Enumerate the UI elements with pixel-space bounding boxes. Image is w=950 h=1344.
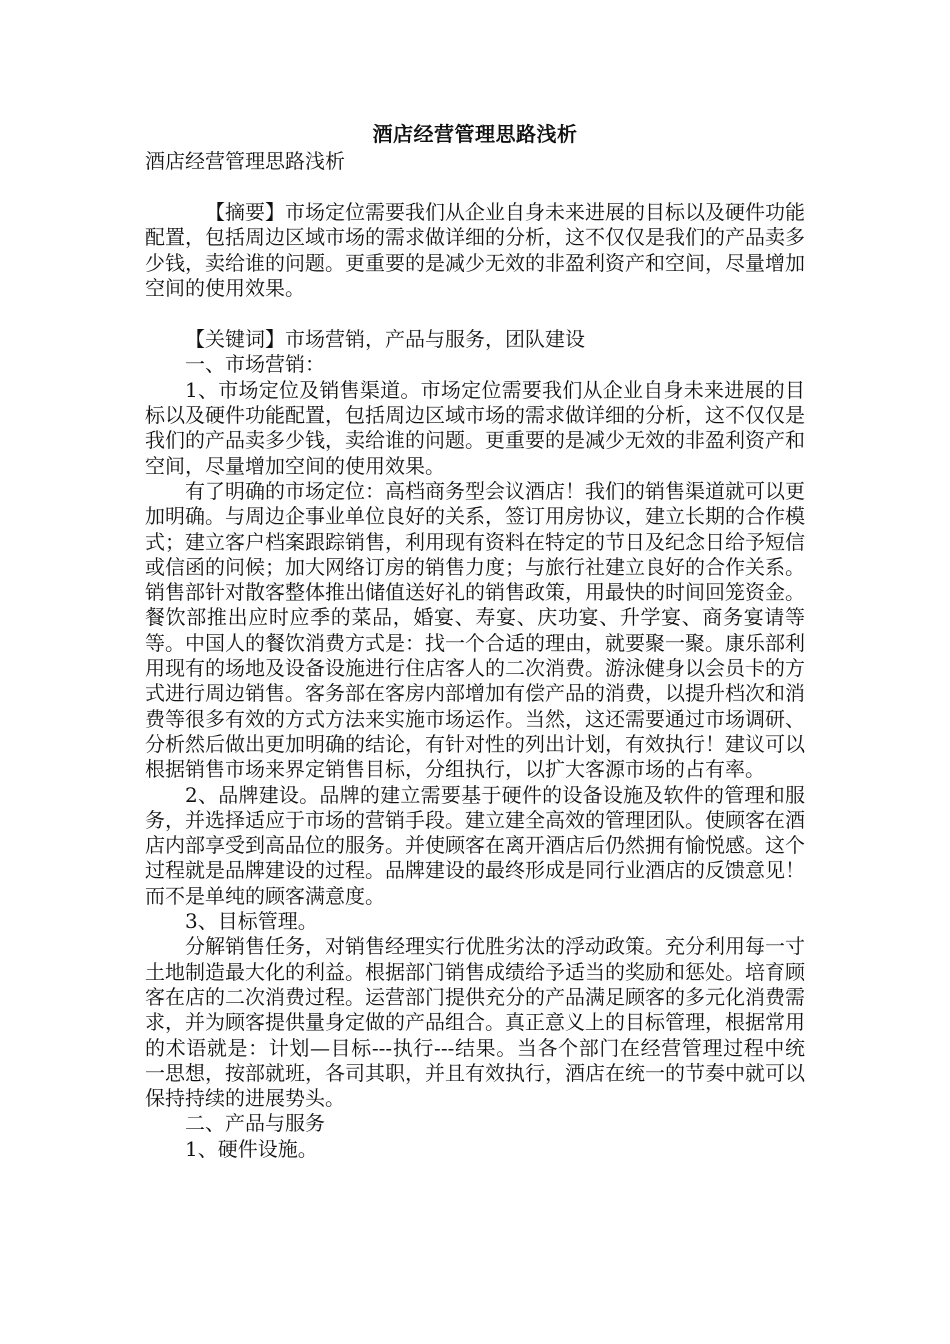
paragraph-target-management: 分解销售任务，对销售经理实行优胜劣汰的浮动政策。充分利用每一寸土地制造最大化的利益。根据部门销售成绩给予适当的奖励和惩处。培育顾客在店的二次消费过程。运营部门提供充分的产品满足顾客的多元化消费需求，并为顾客提供量身定做的产品组合。真正意义上的目标管理，根据常用的术语就是：计划—目标---执行---结果。当各个部门在经营管理过程中统一思想，按部就班，各司其职，并且有效执行，酒店在统一的节奏中就可以保持持续的进展势头。	[145, 934, 805, 1111]
abstract-paragraph: 【摘要】市场定位需要我们从企业自身未来进展的目标以及硬件功能配置，包括周边区域市场的需求做详细的分析，这不仅仅是我们的产品卖多少钱，卖给谁的问题。更重要的是减少无效的非盈利资产和空间，尽量增加空间的使用效果。	[145, 200, 805, 300]
paragraph-market-positioning: 1、市场定位及销售渠道。市场定位需要我们从企业自身未来进展的目标以及硬件功能配置，包括周边区域市场的需求做详细的分析，这不仅仅是我们的产品卖多少钱，卖给谁的问题。更重要的是减少无效的非盈利资产和空间，尽量增加空间的使用效果。	[145, 377, 805, 478]
paragraph-sales-channels: 有了明确的市场定位：高档商务型会议酒店！我们的销售渠道就可以更加明确。与周边企事业单位良好的关系，签订用房协议，建立长期的合作模式；建立客户档案跟踪销售，利用现有资料在特定的节日及纪念日给予短信或信函的问候；加大网络订房的销售力度；与旅行社建立良好的合作关系。销售部针对散客整体推出储值送好礼的销售政策，用最快的时间回笼资金。餐饮部推出应时应季的菜品，婚宴、寿宴、庆功宴、升学宴、商务宴请等等。中国人的餐饮消费方式是：找一个合适的理由，就要聚一聚。康乐部利用现有的场地及设备设施进行住店客人的二次消费。游泳健身以会员卡的方式进行周边销售。客务部在客房内部增加有偿产品的消费，以提升档次和消费等很多有效的方式方法来实施市场运作。当然，这还需要通过市场调研、分析然后做出更加明确的结论，有针对性的列出计划，有效执行！建议可以根据销售市场来界定销售目标，分组执行，以扩大客源市场的占有率。	[145, 478, 805, 782]
section-heading-marketing: 一、市场营销：	[185, 352, 325, 377]
paragraph-brand-building: 2、品牌建设。品牌的建立需要基于硬件的设备设施及软件的管理和服务，并选择适应于市场的营销手段。建立建全高效的管理团队。使顾客在酒店内部享受到高品位的服务。并使顾客在离开酒店后仍然拥有愉悦感。这个过程就是品牌建设的过程。品牌建设的最终形成是同行业酒店的反馈意见！而不是单纯的顾客满意度。	[145, 782, 805, 908]
keywords-paragraph: 【关键词】市场营销，产品与服务，团队建设	[185, 327, 585, 352]
section-heading-products-services: 二、产品与服务	[185, 1111, 325, 1136]
document-page	[145, 120, 805, 1162]
document-title: 酒店经营管理思路浅析	[372, 122, 578, 146]
document-subtitle: 酒店经营管理思路浅析	[145, 149, 345, 173]
subheading-hardware-facilities: 1、硬件设施。	[185, 1136, 318, 1161]
subheading-target-management: 3、目标管理。	[185, 909, 318, 934]
